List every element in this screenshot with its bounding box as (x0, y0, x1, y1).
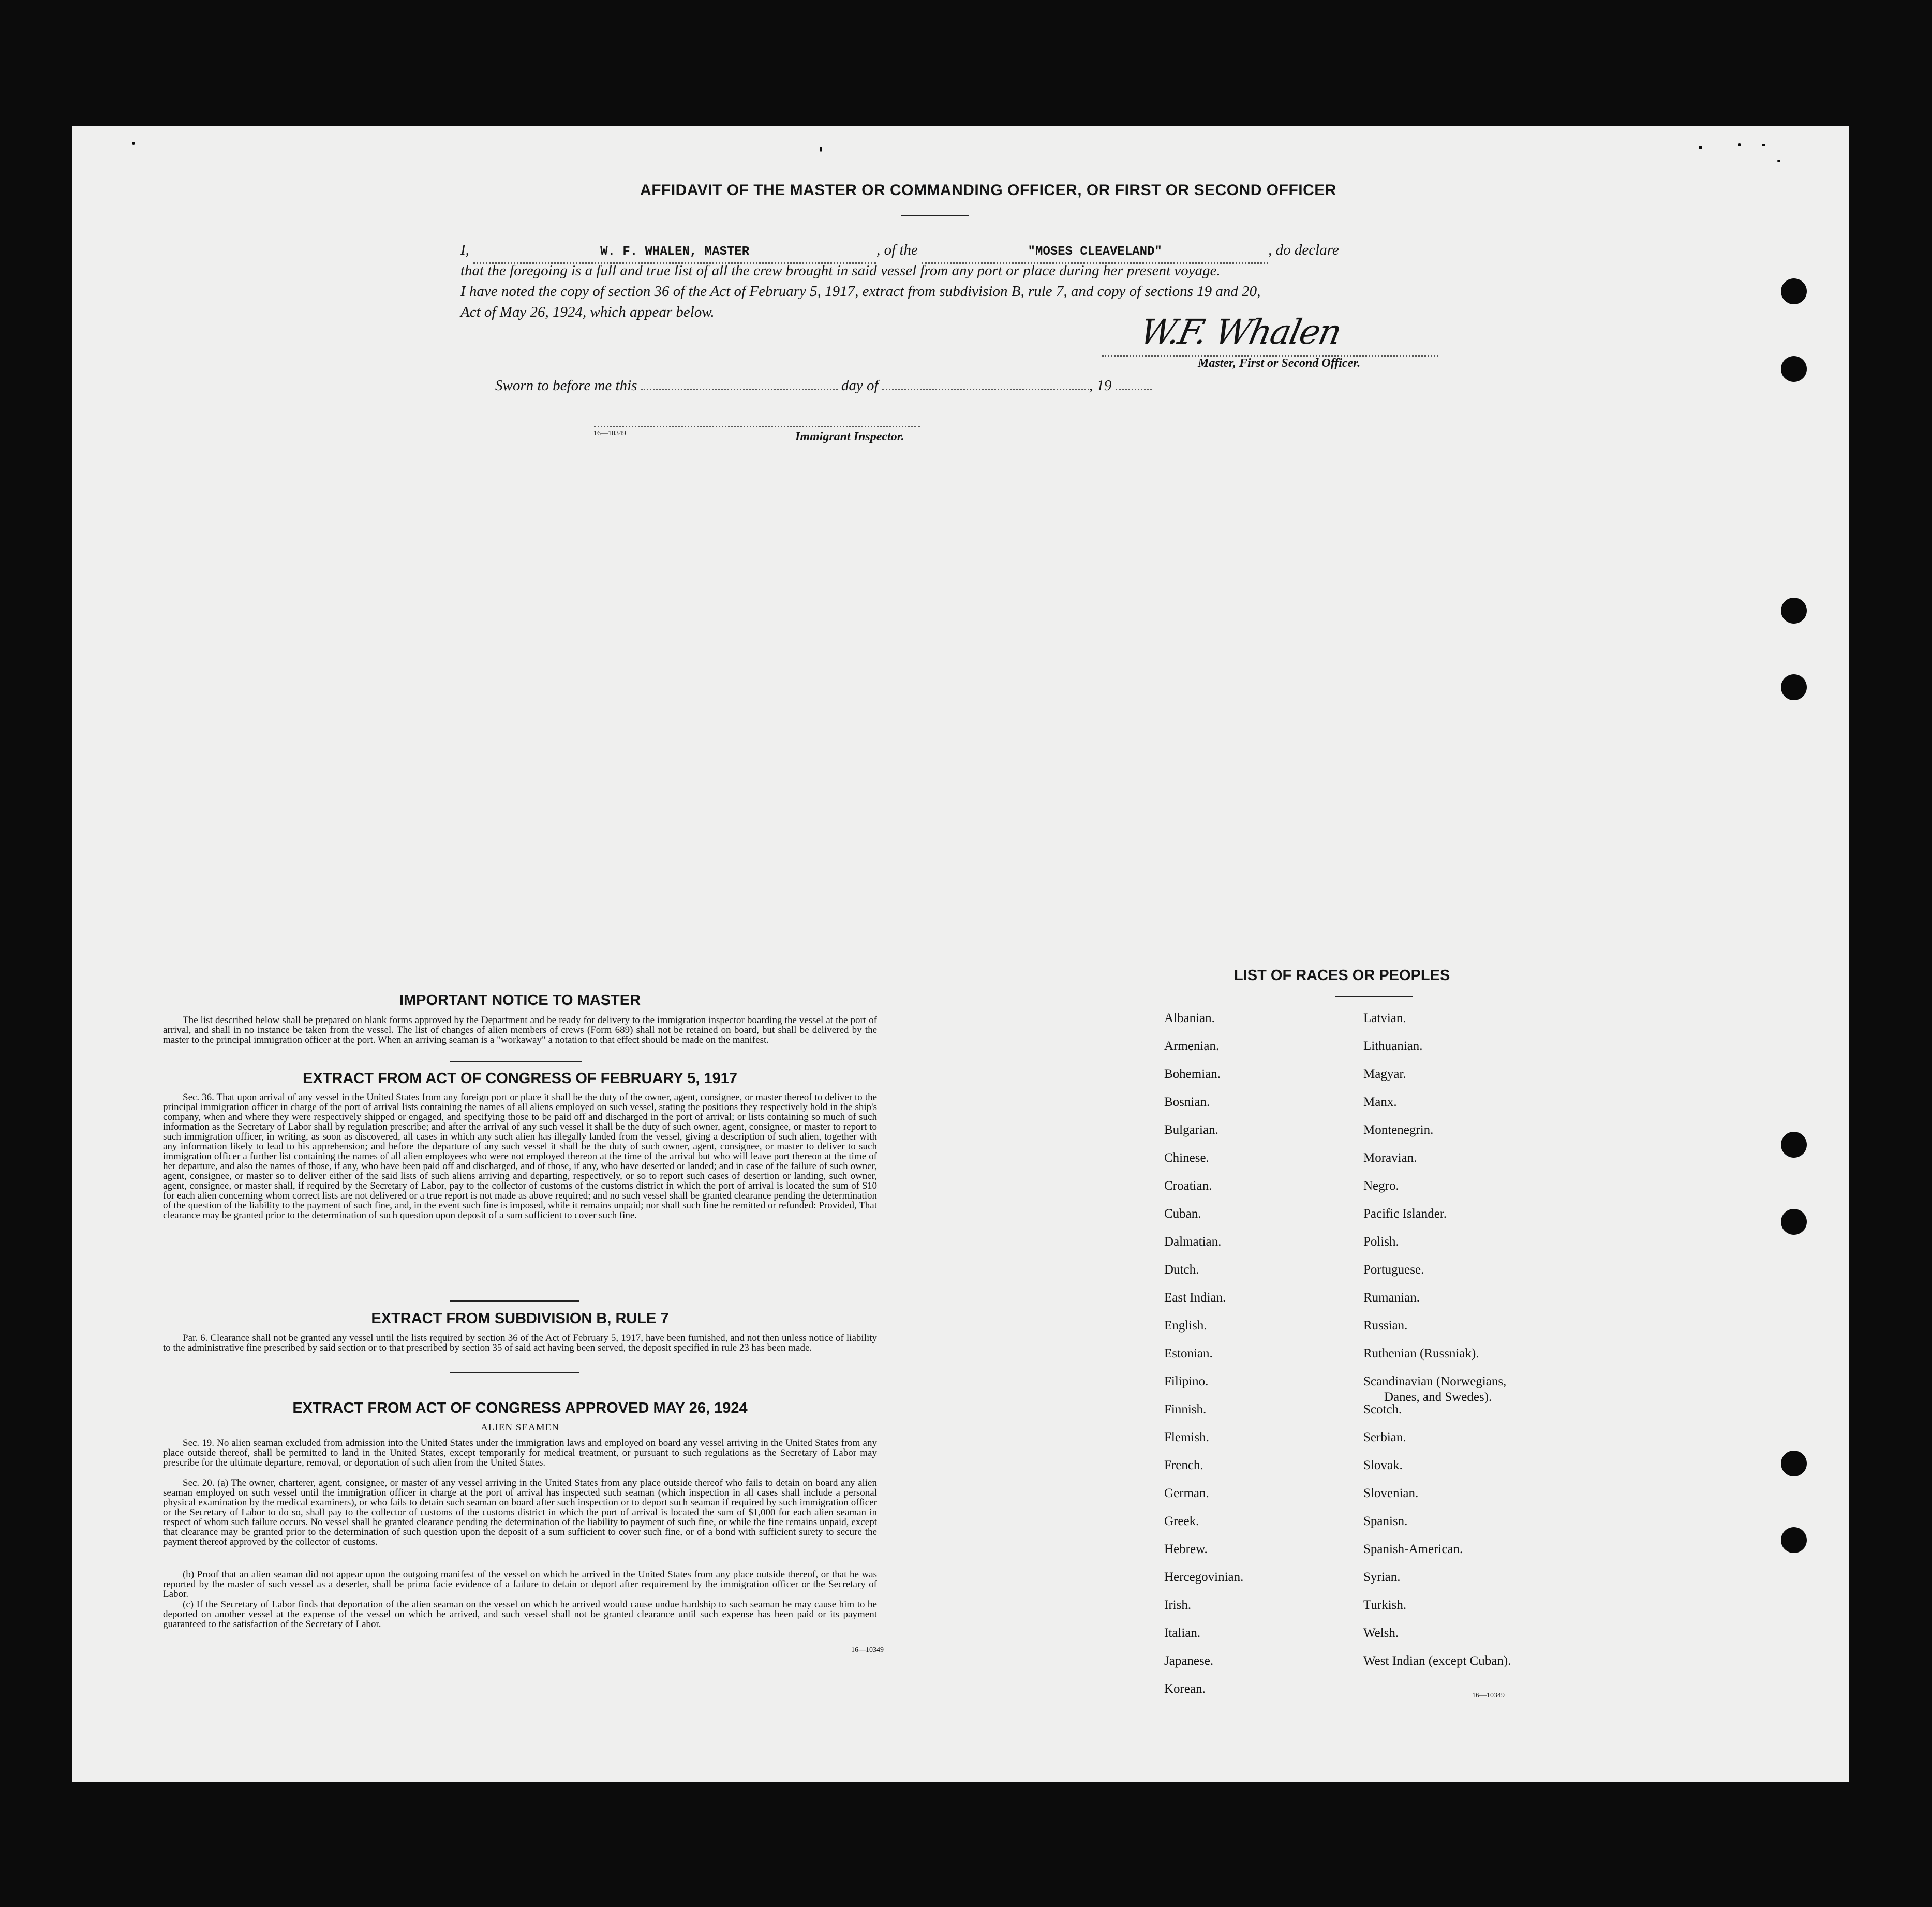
sworn-line (495, 375, 1633, 396)
race-entry: Manx. (1363, 1095, 1397, 1109)
section-20-b: (b) Proof that an alien seaman did not appear upon the outgoing manifest of the vessel on which he arrived in the United States from any place outside thereof, or that he was reported by the master of such vessel as a deserter, shall be prima facie evidence of a failure to detain or deport after requirement by the immigration officer or the Secretary of Labor. (163, 1569, 877, 1600)
speck (1699, 146, 1702, 149)
speck (132, 142, 135, 145)
year-label: , 19 (1089, 377, 1112, 394)
speck (820, 147, 822, 152)
race-entry: Rumanian. (1363, 1291, 1420, 1305)
extract-1924-title: EXTRACT FROM ACT OF CONGRESS APPROVED MAY 26, 1924 (292, 1400, 748, 1416)
race-entry: Russian. (1363, 1319, 1408, 1333)
punch-hole (1781, 1451, 1807, 1476)
race-entry: Spanish-American. (1363, 1542, 1463, 1556)
speck (1738, 143, 1741, 146)
punch-hole (1781, 1209, 1807, 1235)
sworn-label: Sworn to before me this (495, 377, 637, 394)
race-entry: Irish. (1164, 1598, 1192, 1612)
races-title-underline (1335, 996, 1413, 997)
race-entry: Pacific Islander. (1363, 1207, 1447, 1221)
race-entry: Slovenian. (1363, 1486, 1419, 1500)
of-the-label: , of the (876, 242, 918, 258)
declarant-label: I, (460, 242, 469, 258)
sworn-day-field (641, 375, 838, 390)
rule-7-body: Par. 6. Clearance shall not be granted any vessel until the lists required by section 36 of the Act of February 5, 1917, have been furnished, and not then unless notice of liability to the administrative fine prescribed by said section or to that prescribed by section 35 of said act having been served, the deposit specified in rule 23 has been made. (163, 1333, 877, 1353)
race-entry: Croatian. (1164, 1179, 1212, 1193)
race-entry: Syrian. (1363, 1570, 1401, 1584)
race-entry: Filipino. (1164, 1374, 1209, 1388)
divider (450, 1300, 579, 1302)
race-entry: West Indian (except Cuban). (1363, 1654, 1511, 1668)
divider (450, 1061, 582, 1062)
section-20-c: (c) If the Secretary of Labor finds that deportation of the alien seaman on the vessel on which he arrived would cause undue hardship to such seaman he may cause him to be deported on another vessel at the expense of the vessel on which he arrived, and such vessel shall not be granted clearance until such expense has been paid or its payment guaranteed to the satisfaction of the Secretary of Labor. (163, 1599, 877, 1630)
alien-seamen-subtitle: ALIEN SEAMEN (481, 1422, 559, 1433)
race-entry: Korean. (1164, 1682, 1206, 1696)
day-of-label: day of (841, 377, 879, 394)
race-entry: Cuban. (1164, 1207, 1201, 1221)
notice-title: IMPORTANT NOTICE TO MASTER (399, 992, 641, 1009)
race-entry: Latvian. (1363, 1011, 1406, 1025)
sworn-month-field (882, 375, 1089, 390)
race-entry: Danes, and Swedes). (1384, 1390, 1492, 1404)
vessel-name-field: "MOSES CLEAVELAND" (922, 242, 1268, 264)
section-19: Sec. 19. No alien seaman excluded from admission into the United States under the immigration laws and employed on board any vessel arriving in the United States from any place outside thereof, shall be permitted to land in the United States, except temporarily for medical treatment, or pursuant to such regulations as the Secretary of Labor may prescribe for the ultimate departure, removal, or deportation of such alien from the United States. (163, 1438, 877, 1468)
race-entry: Scandinavian (Norwegians, (1363, 1374, 1507, 1388)
race-entry: Bulgarian. (1164, 1123, 1218, 1137)
race-entry: Welsh. (1363, 1626, 1399, 1640)
title-underline (901, 215, 969, 216)
inspector-caption: Immigrant Inspector. (795, 430, 904, 444)
extract-1917-title: EXTRACT FROM ACT OF CONGRESS OF FEBRUARY 5, 1917 (302, 1070, 738, 1087)
speck (1762, 144, 1765, 146)
race-entry: Chinese. (1164, 1151, 1209, 1165)
master-name-field: W. F. WHALEN, MASTER (473, 242, 876, 264)
race-entry: Bosnian. (1164, 1095, 1210, 1109)
sworn-year-field (1116, 375, 1152, 390)
affidavit-form-number: 16—10349 (593, 430, 626, 437)
notice-body: The list described below shall be prepared on blank forms approved by the Department and be ready for delivery to the immigration inspector boarding the vessel at the port of arrival, and shall in no instance be taken from the vessel. The list of changes of alien members of crews (Form 689) shall not be retained on board, but shall be delivered by the master to the principal immigration officer at the port. When an arriving seaman is a "workaway" a notation to that effect should be made on the manifest. (163, 1015, 877, 1045)
races-form-number: 16—10349 (1472, 1692, 1505, 1699)
race-entry: Dutch. (1164, 1263, 1199, 1277)
race-entry: Japanese. (1164, 1654, 1214, 1668)
race-entry: Flemish. (1164, 1430, 1209, 1444)
race-entry: Serbian. (1363, 1430, 1406, 1444)
race-entry: Estonian. (1164, 1347, 1213, 1361)
race-entry: Turkish. (1363, 1598, 1407, 1612)
race-entry: German. (1164, 1486, 1209, 1500)
document-page (72, 126, 1849, 1782)
race-entry: Montenegrin. (1363, 1123, 1434, 1137)
race-entry: Ruthenian (Russniak). (1363, 1347, 1479, 1361)
race-entry: Moravian. (1363, 1151, 1417, 1165)
affidavit-line-3: I have noted the copy of section 36 of the Act of February 5, 1917, extract from subdivision B, rule 7, and copy of sections 19 and 20, (460, 283, 1261, 300)
punch-hole (1781, 356, 1807, 382)
punch-hole (1781, 1132, 1807, 1158)
race-entry: Polish. (1363, 1235, 1399, 1249)
rule-7-title: EXTRACT FROM SUBDIVISION B, RULE 7 (371, 1310, 669, 1327)
race-entry: Lithuanian. (1363, 1039, 1423, 1053)
extract-form-number: 16—10349 (851, 1646, 884, 1654)
race-entry: Greek. (1164, 1514, 1199, 1528)
race-entry: Bohemian. (1164, 1067, 1221, 1081)
races-title: LIST OF RACES OR PEOPLES (1234, 967, 1450, 984)
race-entry: Finnish. (1164, 1402, 1207, 1416)
race-entry: Slovak. (1363, 1458, 1403, 1472)
race-entry: English. (1164, 1319, 1207, 1333)
punch-hole (1781, 278, 1807, 304)
race-entry: Albanian. (1164, 1011, 1215, 1025)
extract-1917-body: Sec. 36. That upon arrival of any vessel in the United States from any foreign port or place it shall be the duty of the owner, agent, consignee, or master thereof to deliver to the principal immigration officer in charge of the port of arrival lists containing the names of all aliens employed on such vessel, stating the positions they respectively hold in the ship's company, when and where they were respectively shipped or engaged, and specifying those to be paid off and discharged in the port of arrival; or lists containing so much of such information as the Secretary of Labor shall by regulation prescribe; and after the arrival of any such vessel it shall be the duty of such owner, agent, consignee, or master to report to such immigration officer, in writing, as soon as discovered, all cases in which any such alien has illegally landed from the vessel, giving a description of such alien, together with any information likely to lead to his apprehension; and before the departure of any such vessel it shall be the duty of such owner, agent, consignee, or master to deliver to such immigration officer a further list containing the names of all alien employees who were not employed thereon at the time of the arrival but who will leave port thereon at the time of her departure, and also the names of those, if any, who have been paid off and discharged, and of those, if any, who have deserted or landed; and in case of the failure of such owner, agent, consignee, or master so to deliver either of the said lists of such aliens arriving and departing, respectively, or so to report such cases of desertion or landing, such owner, agent, consignee, or master shall, if required by the Secretary of Labor, pay to the collector of customs of the customs district in which the port of arrival is located the sum of $10 for each alien concerning whom correct lists are not delivered or a true report is not made as above required; and no such vessel shall be granted clearance pending the determination of the question of the liability to the payment of such fine, and, in the event such fine is imposed, while it remains unpaid; nor shall such fine be remitted or refunded: Provided, That clearance may be granted prior to the determination of such question upon deposit of a sum sufficient to cover such fine. (163, 1092, 877, 1221)
race-entry: Italian. (1164, 1626, 1201, 1640)
do-declare-label: , do declare (1268, 242, 1339, 258)
race-entry: Magyar. (1363, 1067, 1406, 1081)
affidavit-title: AFFIDAVIT OF THE MASTER OR COMMANDING OFFICER, OR FIRST OR SECOND OFFICER (640, 182, 1336, 199)
inspector-signature-line (594, 426, 920, 428)
section-20-a: Sec. 20. (a) The owner, charterer, agent, consignee, or master of any vessel arriving in the United States from any place outside thereof who fails to detain on board any alien seaman employed on such vessel until the immigration officer in charge at the port of arrival has inspected such seaman (which inspection in all cases shall include a personal physical examination by the medical examiners), or who fails to detain such seaman on board after such inspection or to deport such seaman if required by such immigration officer or the Secretary of Labor to do so, shall pay to the collector of customs of the customs district in which the port of arrival is located the sum of $1,000 for each alien seaman in respect of whom such failure occurs. No vessel shall be granted clearance pending the determination of the liability to payment of such fine, or while the fine remains unpaid, except that clearance may be granted prior to the determination of such question upon the deposit of a sum sufficient to cover such fine, or of a bond with sufficient surety to secure the payment thereof approved by the collector of customs. (163, 1477, 877, 1547)
affidavit-line-4: Act of May 26, 1924, which appear below. (460, 304, 715, 320)
race-entry: Hebrew. (1164, 1542, 1208, 1556)
race-entry: Dalmatian. (1164, 1235, 1222, 1249)
punch-hole (1781, 1527, 1807, 1553)
punch-hole (1781, 598, 1807, 624)
race-entry: Portuguese. (1363, 1263, 1424, 1277)
affidavit-line-2: that the foregoing is a full and true list of all the crew brought in said vessel from any port or place during her present voyage. (460, 262, 1221, 279)
divider (450, 1372, 579, 1373)
punch-hole (1781, 674, 1807, 700)
race-entry: East Indian. (1164, 1291, 1226, 1305)
race-entry: Negro. (1363, 1179, 1399, 1193)
race-entry: Scotch. (1363, 1402, 1402, 1416)
race-entry: Hercegovinian. (1164, 1570, 1244, 1584)
race-entry: French. (1164, 1458, 1203, 1472)
speck (1777, 160, 1780, 162)
race-entry: Armenian. (1164, 1039, 1220, 1053)
race-entry: Spanisn. (1363, 1514, 1408, 1528)
signature-caption: Master, First or Second Officer. (1198, 357, 1361, 370)
master-signature: W.F. Whalen (1136, 312, 1345, 352)
